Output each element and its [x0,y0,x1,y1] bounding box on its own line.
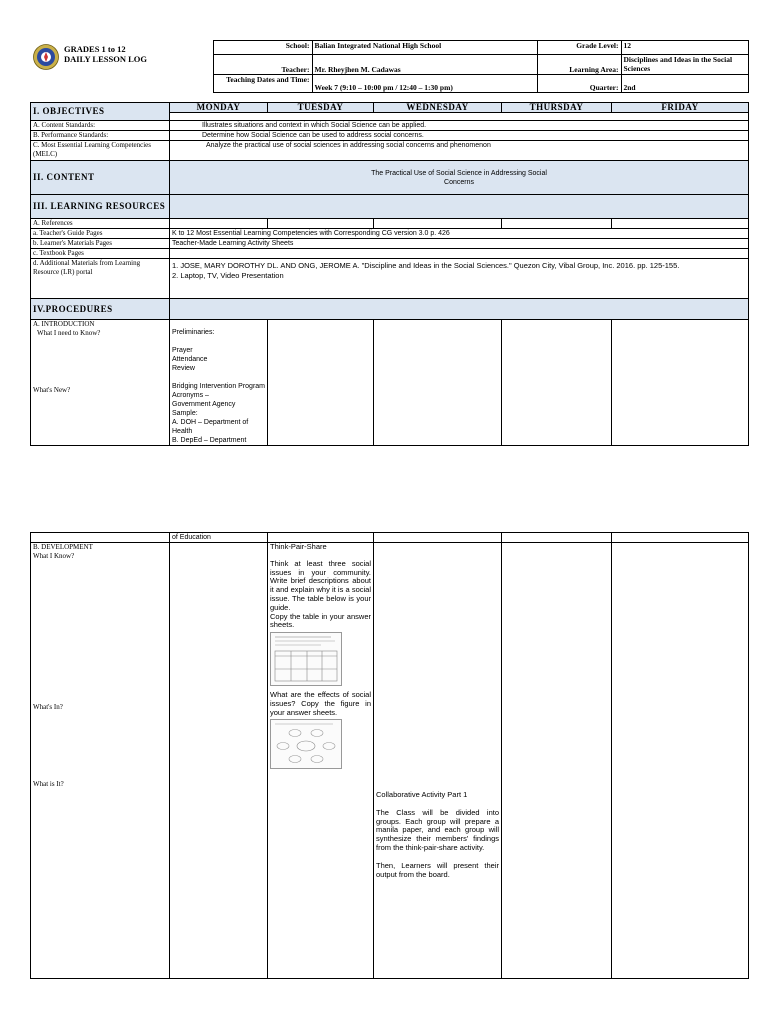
effects-figure-image [270,719,342,769]
whats-new-label: What's New? [33,386,71,394]
deped-cont-text: of Education [170,533,268,543]
title-line1: GRADES 1 to 12 [64,43,126,54]
content-heading: II. CONTENT [31,161,170,195]
dates-label: Teaching Dates and Time: [213,75,312,93]
additional-text-2: 2. Laptop, TV, Video Presentation [172,270,284,280]
cont-wed [374,533,502,543]
learning-area-value: Disciplines and Ideas in the Social Sciences [621,55,748,75]
content-standards-text: Illustrates situations and context in which Social Science can be applied. [170,121,749,131]
day-thursday: THURSDAY [502,103,612,113]
ref-cell-wed [374,219,502,229]
monday-intro-cell [170,320,268,446]
friday-dev-cell [612,543,749,979]
collab-text: The Class will be divided into groups. Each group will prepare a manila paper, and each group will synthesize their members' findings from the think-pair-share activity. [376,807,499,852]
intro-label: A. INTRODUCTION [33,320,95,328]
day-monday: MONDAY [170,103,268,113]
acronyms-text: Acronyms – [172,392,209,399]
lm-text: Teacher-Made Learning Activity Sheets [170,239,749,249]
bridging-text: Bridging Intervention Program [172,383,265,390]
monday-dev-cell [170,543,268,979]
tg-label: a. Teacher's Guide Pages [31,229,170,239]
dates-value: Week 7 (9:10 – 10:00 pm / 12:40 – 1:30 pm) [312,75,537,93]
school-label: School: [213,41,312,55]
thursday-dev-cell [502,543,612,979]
need-label: What I need to Know? [37,329,101,337]
melc-label: C. Most Essential Learning Competencies (MELC) [31,141,170,161]
main-table-page-2 [30,532,749,979]
whats-in-label: What's In? [33,703,63,711]
collab-title: Collaborative Activity Part 1 [376,790,468,799]
procedures-heading: IV.PROCEDURES [31,299,170,320]
present-text: Then, Learners will present their output from the board. [376,860,499,879]
content-standards-label: A. Content Standards: [31,121,170,131]
ref-cell-fri [612,219,749,229]
additional-label: d. Additional Materials from Learning Resource (LR) portal [31,259,170,299]
quarter-label: Quarter: [537,75,621,93]
textbook-text [170,249,749,259]
objectives-heading: I. OBJECTIVES [31,103,170,121]
tg-text: K to 12 Most Essential Learning Competencies with Corresponding CG version 3.0 p. 426 [170,229,749,239]
think-text: Think at least three social issues in your community. Write brief descriptions about it and explain why it is a social issue. The table below is your guide. [270,558,371,612]
teacher-value: Mr. Rheyjhen M. Cadawas [312,55,537,75]
thursday-intro-cell [502,320,612,446]
day-tuesday: TUESDAY [268,103,374,113]
lesson-log-page-1 [30,40,748,446]
wednesday-intro-cell [374,320,502,446]
content-text: The Practical Use of Social Science in Addressing Social Concerns [170,161,749,195]
gov-text: Government Agency [172,401,236,408]
review-text: Review [172,365,195,372]
dev-label: B. DEVELOPMENT [33,543,93,551]
procedures-spacer [170,299,749,320]
title-line2: DAILY LESSON LOG [64,53,147,64]
textbook-label: c. Textbook Pages [31,249,170,259]
cont-fri [612,533,749,543]
main-table-page-1 [30,102,749,446]
ref-cell-mon [170,219,268,229]
cont-tue [268,533,374,543]
day-wednesday: WEDNESDAY [374,103,502,113]
ref-cell-thu [502,219,612,229]
intro-label-cell [31,320,170,446]
prayer-text: Prayer [172,347,193,354]
grade-level-label: Grade Level: [537,41,621,55]
ref-cell-tue [268,219,374,229]
header-table [30,40,749,93]
learning-area-label: Learning Area: [537,55,621,75]
know-label: What I Know? [33,552,75,560]
deped-seal-icon [33,44,59,70]
performance-standards-text: Determine how Social Science can be used to address social concerns. [170,131,749,141]
tuesday-dev-cell [268,543,374,979]
resources-heading: III. LEARNING RESOURCES [31,195,170,219]
what-is-it-label: What is It? [33,780,64,788]
melc-text: Analyze the practical use of social sciences in addressing social concerns and phenomenon [170,141,749,161]
attendance-text: Attendance [172,356,208,363]
school-value: Balian Integrated National High School [312,41,537,55]
development-label-cell [31,543,170,979]
objectives-spacer [170,113,749,121]
additional-text-1: 1. JOSE, MARY DOROTHY DL. AND ONG, JEROME A. "Discipline and Ideas in the Social Sciences." Quezon City, Vibal Group, Inc. 2016. pp. 125-155. [172,261,680,270]
resources-spacer [170,195,749,219]
quarter-value: 2nd [621,75,748,93]
tuesday-intro-cell [268,320,374,446]
copy-table-text: Copy the table in your answer sheets. [270,611,371,630]
doh-text: A. DOH – Department of Health [172,419,249,435]
effects-text: What are the effects of social issues? Copy the figure in your answer sheets. [270,689,371,717]
day-friday: FRIDAY [612,103,749,113]
additional-cell [170,259,749,299]
wednesday-dev-cell [374,543,502,979]
prelim-text: Preliminaries: [172,329,215,336]
sample-text: Sample: [172,410,198,417]
references-label: A. References [31,219,170,229]
deped-text: B. DepEd – Department [172,437,247,444]
header-title-cell [30,41,213,93]
lesson-log-page-2 [30,532,748,979]
cont-label-cell [31,533,170,543]
lm-label: b. Learner's Materials Pages [31,239,170,249]
teacher-label: Teacher: [213,55,312,75]
social-issues-table-image [270,632,342,686]
friday-intro-cell [612,320,749,446]
cont-thu [502,533,612,543]
think-title: Think-Pair-Share [270,542,327,551]
grade-level-value: 12 [621,41,748,55]
performance-standards-label: B. Performance Standards: [31,131,170,141]
